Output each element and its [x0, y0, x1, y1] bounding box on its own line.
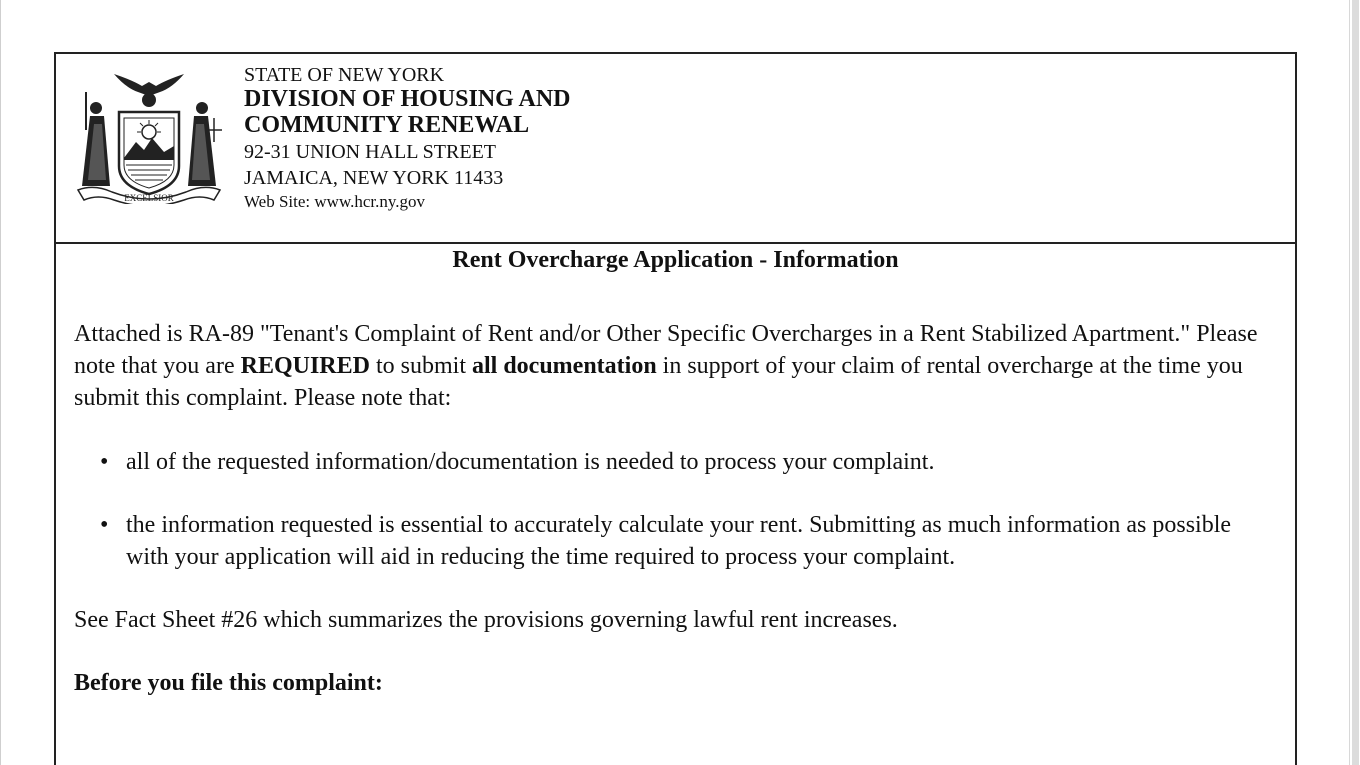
division-name-line-1: DIVISION OF HOUSING AND — [244, 86, 571, 112]
document-title: Rent Overcharge Application - Information — [452, 247, 899, 273]
bullet-icon: • — [100, 512, 109, 538]
website-text: Web Site: www.hcr.ny.gov — [244, 191, 426, 211]
requirements-list — [74, 446, 1277, 573]
list-item — [74, 509, 1277, 573]
intro-bold-required: REQUIRED — [240, 353, 370, 379]
letterhead — [56, 54, 1295, 244]
document-page — [54, 52, 1297, 765]
city-state-zip: JAMAICA, NEW YORK 11433 — [244, 166, 504, 189]
list-item-text: all of the requested information/documentation is needed to process your complaint. — [126, 449, 935, 475]
seal-motto: EXCELSIOR — [124, 193, 174, 203]
intro-text-3: in support of your claim of rental overcharge at the time you submit this complaint. Please note that: — [74, 353, 1243, 411]
intro-text-1: Attached is RA-89 "Tenant's Complaint of Rent and/or Other Specific Overcharges in a Rent Stabilized Apartment." Please note that you are — [74, 321, 1258, 379]
fact-sheet-note: See Fact Sheet #26 which summarizes the provisions governing lawful rent increases. — [74, 607, 898, 633]
street-address: 92-31 UNION HALL STREET — [244, 140, 497, 163]
intro-text-2: to submit — [369, 353, 472, 379]
before-filing-heading: Before you file this complaint: — [74, 670, 383, 696]
bullet-icon: • — [100, 449, 109, 475]
scrollbar-thumb[interactable] — [1352, 0, 1359, 765]
intro-bold-documentation: all documentation — [471, 353, 657, 379]
list-item — [74, 446, 1277, 478]
division-name-line-2: COMMUNITY RENEWAL — [244, 111, 530, 138]
state-name: STATE OF NEW YORK — [244, 64, 445, 86]
intro-paragraph — [74, 318, 1277, 414]
page-left-edge — [0, 0, 1, 765]
agency-address-block — [244, 64, 571, 213]
list-item-text: the information requested is essential to accurately calculate your rent. Submitting as much information as possible with your application will aid in reducing the time required to process your complaint. — [126, 512, 1232, 570]
ny-state-seal-icon — [72, 68, 226, 204]
vertical-scrollbar[interactable] — [1349, 0, 1360, 765]
document-body — [56, 244, 1295, 699]
